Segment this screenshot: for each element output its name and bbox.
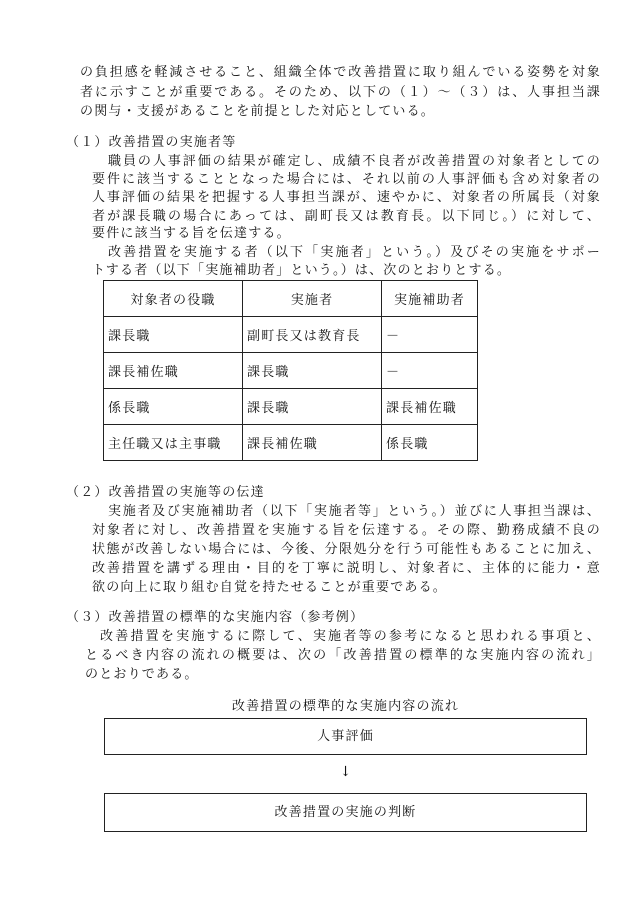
flow-step-box: 改善措置の実施の判断 [104,793,587,832]
flow-step-box: 人事評価 [104,718,587,755]
table-cell: 課長補佐職 [243,425,382,461]
table-cell: 課長職 [104,317,243,353]
paragraph-line: 人事評価の結果を把握する人事担当課が、速やかに、対象者の所属長（対象 [92,190,601,205]
table-cell: 課長補佐職 [382,389,478,425]
section-heading: （３）改善措置の標準的な実施内容（参考例） [66,610,365,625]
table-header-cell: 対象者の役職 [104,281,243,317]
table-cell: 課長職 [243,389,382,425]
paragraph-line: 改善措置を実施する者（以下「実施者」という。）及びその実施をサポー [108,245,601,260]
intro-line: 者に示すことが重要である。そのため、以下の（１）～（３）は、人事担当課 [80,85,601,100]
paragraph-line: 要件に該当することとなった場合には、それ以前の人事評価も含め対象者の [92,172,601,187]
paragraph-line: 要件に該当する旨を伝達する。 [92,226,291,241]
paragraph-line: のとおりである。 [85,667,199,682]
intro-line: の関与・支援があることを前提とした対応としている。 [80,104,436,119]
paragraph-line: 職員の人事評価の結果が確定し、成績不良者が改善措置の対象者としての [108,154,601,169]
paragraph-line: 状態が改善しない場合には、今後、分限処分を行う可能性もあることに加え、 [92,542,601,557]
paragraph-line: とるべき内容の流れの概要は、次の「改善措置の標準的な実施内容の流れ」 [85,648,601,663]
flow-arrow: ↓ [339,764,352,780]
table-header-cell: 実施者 [243,281,382,317]
intro-line: の負担感を軽減させること、組織全体で改善措置に取り組んでいる姿勢を対象 [80,65,601,80]
paragraph-line: トする者（以下「実施補助者」という。）は、次のとおりとする。 [92,263,512,278]
paragraph-line: 実施者及び実施補助者（以下「実施者等」という。）並びに人事担当課は、 [108,504,601,519]
table-row [104,389,478,425]
table-cell: 係長職 [382,425,478,461]
table-row [104,317,478,353]
section-heading: （２）改善措置の実施等の伝達 [66,485,265,500]
paragraph-line: 対象者に対し、改善措置を実施する旨を伝達する。その際、勤務成績不良の [92,523,601,538]
table-cell: － [382,317,478,353]
table-cell: 主任職又は主事職 [104,425,243,461]
section-heading: （１）改善措置の実施者等 [66,135,237,150]
paragraph-line: 者が課長職の場合にあっては、副町長又は教育長。以下同じ。）に対して、 [92,209,601,224]
paragraph-line: 改善措置を講ずる理由・目的を丁寧に説明し、対象者に、主体的に能力・意 [92,561,601,576]
flow-title: 改善措置の標準的な実施内容の流れ [231,699,460,714]
paragraph-line: 欲の向上に取り組む自覚を持たせることが重要である。 [92,580,448,595]
table-row [104,425,478,461]
table-cell: － [382,353,478,389]
paragraph-line: 改善措置を実施するに際して、実施者等の参考になると思われる事項と、 [100,629,601,644]
table-cell: 課長補佐職 [104,353,243,389]
table-cell: 課長職 [243,353,382,389]
table-cell: 副町長又は教育長 [243,317,382,353]
table-row [104,353,478,389]
table-header-cell: 実施補助者 [382,281,478,317]
table-header-row [104,281,478,317]
implementer-table [103,280,478,461]
table-cell: 係長職 [104,389,243,425]
